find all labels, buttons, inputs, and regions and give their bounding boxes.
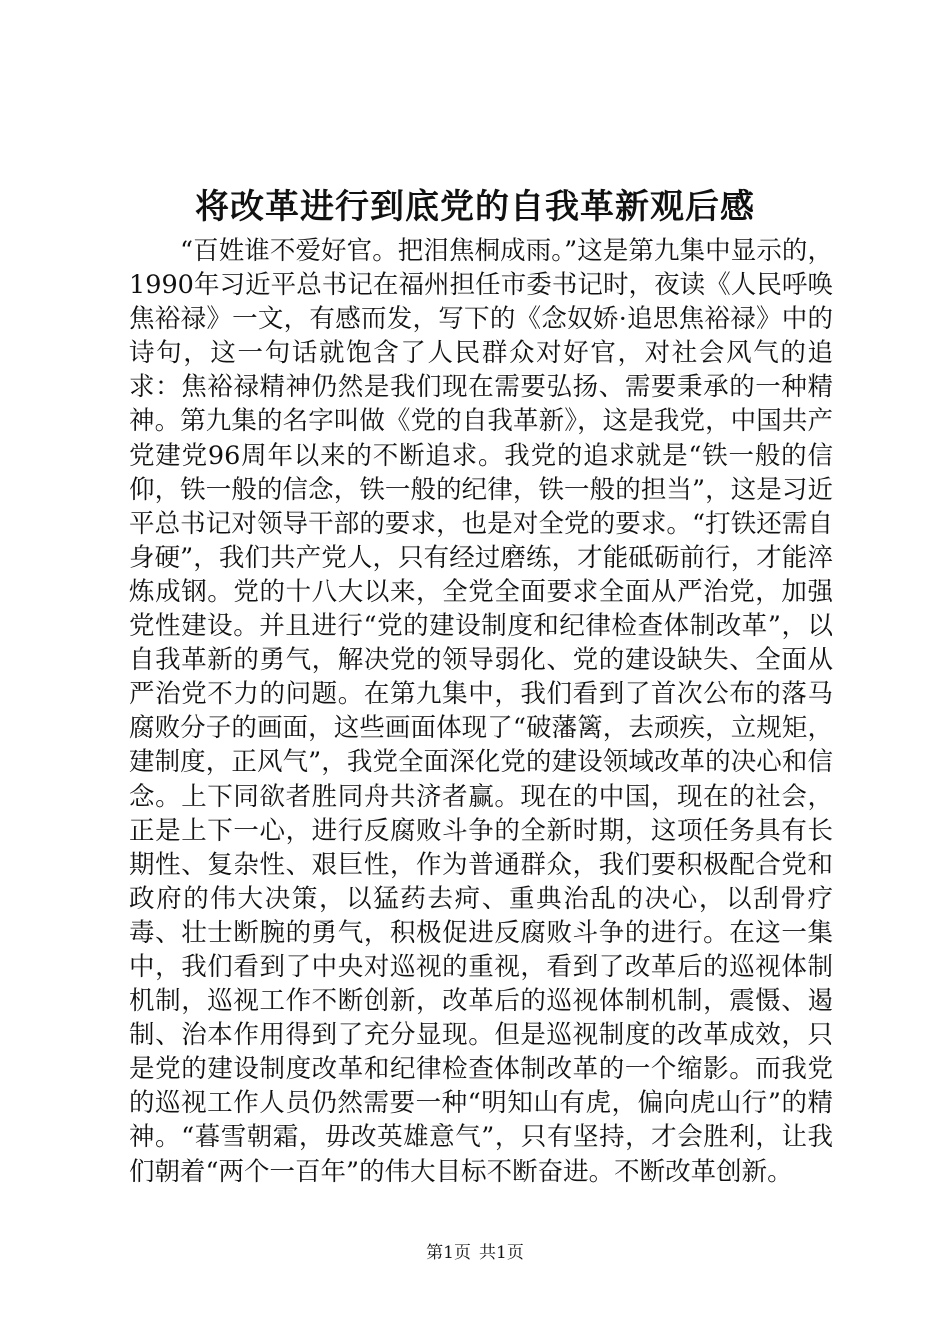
page-total: 共1页 <box>479 1243 524 1263</box>
document-title: 将改革进行到底党的自我革新观后感 <box>195 187 755 227</box>
body-paragraph: “百姓谁不爱好官。把泪焦桐成雨。”这是第九集中显示的，1990年习近平总书记在福州担任市委书记时，夜读《人民呼唤焦裕禄》一文，有感而发，写下的《念奴娇·追思焦裕禄》中的诗句，这一句话就饱含了人民群众对好官，对社会风气的追求：焦裕禄精神仍然是我们现在需要弘扬、需要秉承的一种精神。第九集的名字叫做《党的自我革新》，这是我党，中国共产党建党96周年以来的不断追求。我党的追求就是“铁一般的信仰，铁一般的信念，铁一般的纪律，铁一般的担当”，这是习近平总书记对领导干部的要求，也是对全党的要求。“打铁还需自身硬”，我们共产党人，只有经过磨练，才能砥砺前行，才能淬炼成钢。党的十八大以来，全党全面要求全面从严治党，加强党性建设。并且进行“党的建设制度和纪律检查体制改革”，以自我革新的勇气，解决党的领导弱化、党的建设缺失、全面从严治党不力的问题。在第九集中，我们看到了首次公布的落马腐败分子的画面，这些画面体现了“破藩篱，去顽疾，立规矩，建制度，正风气”，我党全面深化党的建设领域改革的决心和信念。上下同欲者胜同舟共济者赢。现在的中国，现在的社会，正是上下一心，进行反腐败斗争的全新时期，这项任务具有长期性、复杂性、艰巨性，作为普通群众，我们要积极配合党和政府的伟大决策，以猛药去疴、重典治乱的决心，以刮骨疗毒、壮士断腕的勇气，积极促进反腐败斗争的进行。在这一集中，我们看到了中央对巡视的重视，看到了改革后的巡视体制机制，巡视工作不断创新，改革后的巡视体制机制，震慑、遏制、治本作用得到了充分显现。但是巡视制度的改革成效，只是党的建设制度改革和纪律检查体制改革的一个缩影。而我党的巡视工作人员仍然需要一种“明知山有虎，偏向虎山行”的精神。“暮雪朝霜，毋改英雄意气”，只有坚持，才会胜利，让我们朝着“两个一百年”的伟大目标不断奋进。不断改革创新。 <box>129 236 833 1187</box>
page-number: 第1页 <box>426 1243 471 1263</box>
page-footer <box>0 1241 950 1265</box>
